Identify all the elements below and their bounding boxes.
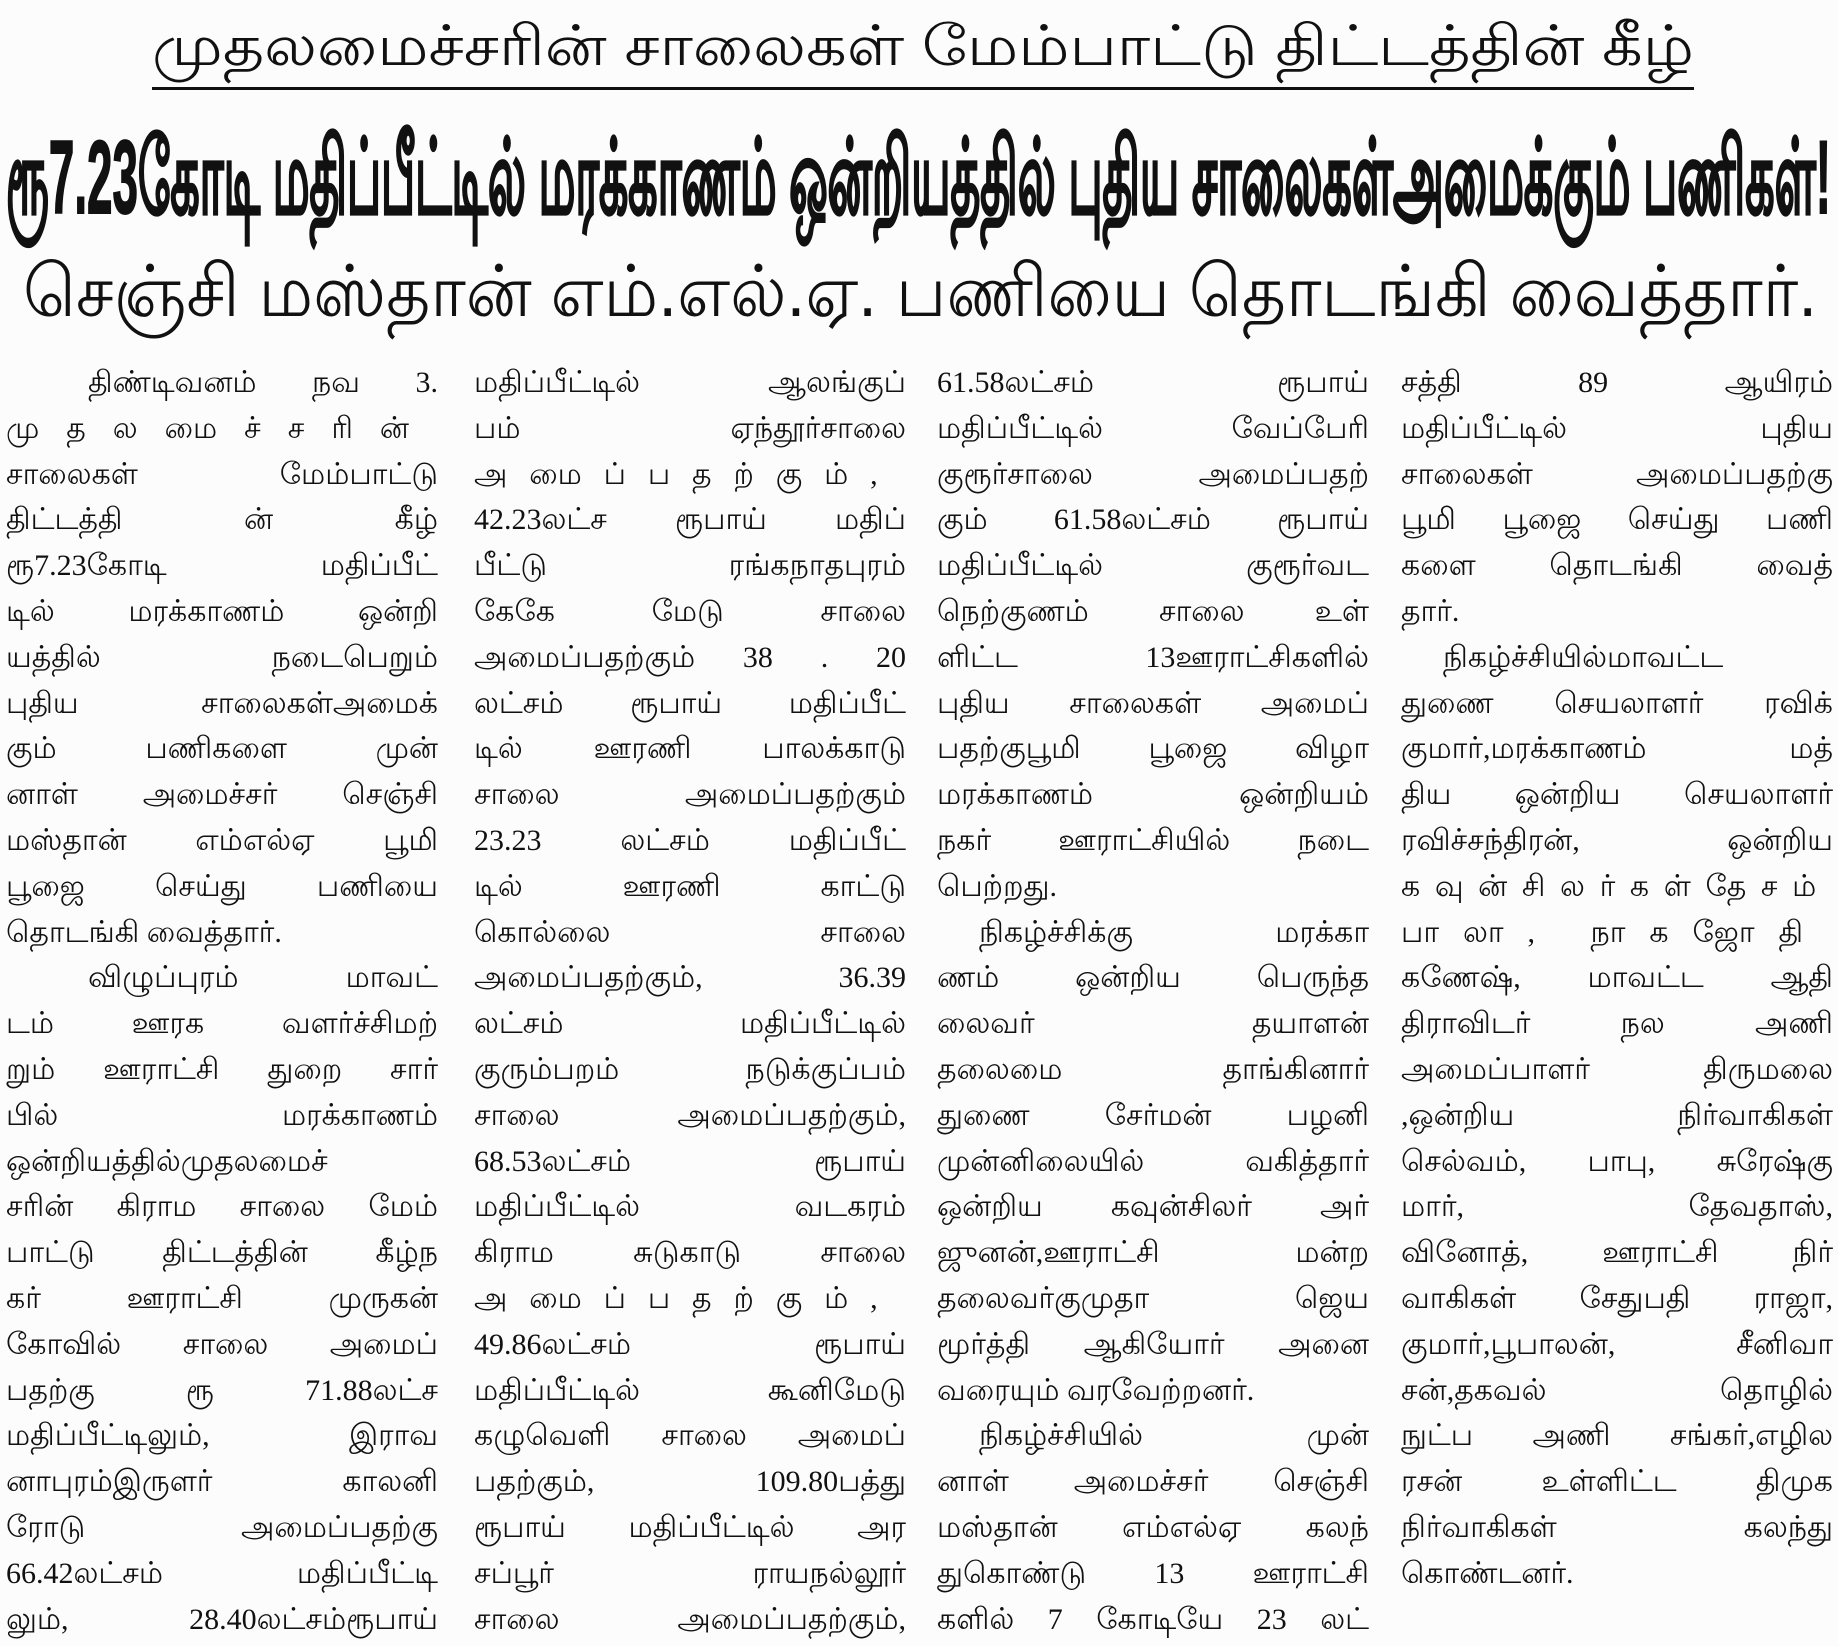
sub-headline: செஞ்சி மஸ்தான் எம்.எல்.ஏ. பணியை தொடங்கி வைத்தார். bbox=[23, 252, 1818, 332]
article-line: திய ஒன்றிய செயலாளர் bbox=[1401, 778, 1833, 812]
article-line: புதிய சாலைகள்அமைக் bbox=[6, 686, 438, 720]
article-line: துகொண்டு 13 ஊராட்சி bbox=[937, 1556, 1369, 1590]
article-line: அமைப்பதற்கும், 36.39 bbox=[474, 961, 906, 995]
article-line: பதற்கு ரூ 71.88லட்ச bbox=[6, 1373, 438, 1407]
article-line: கொல்லை சாலை bbox=[474, 915, 906, 949]
article-line: சாலை அமைப்பதற்கும் bbox=[474, 778, 906, 812]
article-line: மரக்காணம் ஒன்றியம் bbox=[937, 778, 1369, 812]
article-line: ஒன்றியத்தில்முதலமைச் bbox=[6, 1144, 328, 1178]
article-line: குமார்,பூபாலன், சீனிவா bbox=[1401, 1327, 1833, 1361]
article-line: னாள் அமைச்சர் செஞ்சி bbox=[6, 778, 438, 812]
article-line: சாலை அமைப்பதற்கும், bbox=[474, 1602, 906, 1636]
article-line: திராவிடர் நல அணி bbox=[1401, 1007, 1833, 1041]
article-line: வரையும் வரவேற்றனர். bbox=[937, 1373, 1255, 1407]
article-line: கழுவெளி சாலை அமைப் bbox=[474, 1419, 906, 1453]
article-line: பூஜை செய்து பணியை bbox=[6, 869, 438, 903]
article-line: சத்தி 89 ஆயிரம் bbox=[1401, 366, 1833, 399]
article-line: நெற்குணம் சாலை உள் bbox=[937, 594, 1369, 628]
article-line: 68.53லட்சம் ரூபாய் bbox=[474, 1144, 906, 1178]
article-line: னாபுரம்இருளர் காலனி bbox=[6, 1465, 438, 1499]
article-line: சாலை அமைப்பதற்கும், bbox=[474, 1098, 906, 1132]
article-line: ரூ7.23கோடி மதிப்பீட் bbox=[6, 549, 438, 583]
article-line: குரும்பறம் நடுக்குப்பம் bbox=[474, 1052, 906, 1086]
article-line: திட்டத்தி ன் கீழ் bbox=[6, 503, 438, 537]
article-line: ரசன் உள்ளிட்ட திமுக bbox=[1401, 1465, 1833, 1499]
article-line: வாகிகள் சேதுபதி ராஜா, bbox=[1401, 1281, 1833, 1315]
article-line: தொடங்கி வைத்தார். bbox=[6, 915, 282, 949]
article-line: 42.23லட்ச ரூபாய் மதிப் bbox=[474, 503, 906, 537]
article-line: மதிப்பீட்டில் வேப்பேரி bbox=[937, 411, 1369, 445]
article-line: மூர்த்தி ஆகியோர் அனை bbox=[937, 1327, 1369, 1361]
article-line: விழுப்புரம் மாவட் bbox=[88, 961, 438, 995]
article-line: மஸ்தான் எம்எல்ஏ பூமி bbox=[6, 823, 438, 857]
article-line: மார், தேவதாஸ், bbox=[1401, 1190, 1833, 1224]
article-line: கணேஷ், மாவட்ட ஆதி bbox=[1401, 961, 1833, 995]
article-line: கொண்டனர். bbox=[1401, 1556, 1574, 1590]
article-line: அமைப்பாளர் திருமலை bbox=[1401, 1052, 1833, 1086]
article-column-2 bbox=[474, 360, 906, 1642]
article-line: கோவில் சாலை அமைப் bbox=[6, 1327, 438, 1361]
article-line: திண்டிவனம் நவ 3. bbox=[88, 366, 438, 399]
kicker-headline: முதலமைச்சரின் சாலைகள் மேம்பாட்டு திட்டத்தின் கீழ் bbox=[152, 14, 1695, 77]
article-line: பதற்கும், 109.80பத்து bbox=[474, 1465, 906, 1499]
article-line: மதிப்பீட்டில் ஆலங்குப் bbox=[474, 366, 906, 399]
article-line: அமைப்பதற்கும் 38 . 20 bbox=[474, 640, 906, 674]
article-line: சாலைகள் அமைப்பதற்கு bbox=[1401, 457, 1833, 491]
article-line: புதிய சாலைகள் அமைப் bbox=[937, 686, 1369, 720]
article-line: துணை சேர்மன் பழனி bbox=[937, 1098, 1369, 1132]
article-line: சரின் கிராம சாலை மேம் bbox=[6, 1190, 438, 1224]
article-line: களில் 7 கோடியே 23 லட் bbox=[937, 1602, 1369, 1636]
article-line: பீட்டு ரங்கநாதபுரம் bbox=[474, 549, 906, 583]
article-line: மதிப்பீட்டில் புதிய bbox=[1401, 411, 1833, 445]
article-line: சாலைகள் மேம்பாட்டு bbox=[6, 457, 438, 491]
article-line: பில் மரக்காணம் bbox=[6, 1098, 438, 1132]
article-line: தலைவர்குமுதா ஜெய bbox=[937, 1281, 1369, 1315]
article-line: டம் ஊரக வளர்ச்சிமற் bbox=[6, 1007, 438, 1041]
article-line: செல்வம், பாபு, சுரேஷ்கு bbox=[1401, 1144, 1833, 1178]
article-line: டில் ஊரணி பாலக்காடு bbox=[474, 732, 906, 766]
article-column-3 bbox=[937, 360, 1369, 1642]
article-line: முன்னிலையில் வகித்தார் bbox=[937, 1144, 1369, 1178]
article-line: ணம் ஒன்றிய பெருந்த bbox=[937, 961, 1369, 995]
article-line: குமார்,மரக்காணம் மத் bbox=[1401, 732, 1833, 766]
article-line: டில் ஊரணி காட்டு bbox=[474, 869, 906, 903]
article-line: நிர்வாகிகள் கலந்து bbox=[1401, 1510, 1833, 1544]
article-line: மதிப்பீட்டில் கூனிமேடு bbox=[474, 1373, 906, 1407]
article-line: மதிப்பீட்டில் குரூர்வட bbox=[937, 549, 1369, 583]
article-line: மதிப்பீட்டில் வடகரம் bbox=[474, 1190, 906, 1224]
article-line: 49.86லட்சம் ரூபாய் bbox=[474, 1327, 906, 1361]
article-line: கவுன்சிலர்கள்தேசம் bbox=[1401, 869, 1831, 903]
article-line: தலைமை தாங்கினார் bbox=[937, 1052, 1369, 1086]
article-line: களை தொடங்கி வைத் bbox=[1401, 549, 1833, 583]
article-line: பம் ஏந்தூர்சாலை bbox=[474, 411, 906, 445]
article-line: 61.58லட்சம் ரூபாய் bbox=[937, 366, 1369, 399]
article-line: லும், 28.40லட்சம்ரூபாய் bbox=[6, 1602, 438, 1636]
article-line: தார். bbox=[1401, 594, 1460, 628]
article-line: சன்,தகவல் தொழில் bbox=[1401, 1373, 1833, 1407]
article-line: கிராம சுடுகாடு சாலை bbox=[474, 1236, 906, 1270]
article-column-1 bbox=[6, 360, 438, 1642]
article-line: கேகே மேடு சாலை bbox=[474, 594, 906, 628]
article-line: டில் மரக்காணம் ஒன்றி bbox=[6, 594, 438, 628]
kicker-underline bbox=[152, 87, 1694, 90]
article-line: பாலா, நாகஜோதி bbox=[1401, 915, 1828, 949]
article-line: முதலமைச்சரின் bbox=[6, 411, 436, 445]
article-line: கர் ஊராட்சி முருகன் bbox=[6, 1281, 438, 1315]
article-line: நிகழ்ச்சிக்கு மரக்கா bbox=[979, 915, 1369, 949]
article-line: ரவிச்சந்திரன், ஒன்றிய bbox=[1401, 823, 1833, 857]
article-line: நுட்ப அணி சங்கர்,எழில bbox=[1401, 1419, 1833, 1453]
article-line: ரோடு அமைப்பதற்கு bbox=[6, 1510, 438, 1544]
article-line: 23.23 லட்சம் மதிப்பீட் bbox=[474, 823, 906, 857]
article-line: அமைப்பதற்கும், bbox=[474, 1281, 900, 1315]
article-line: மதிப்பீட்டிலும், இராவ bbox=[6, 1419, 438, 1453]
article-line: குரூர்சாலை அமைப்பதற் bbox=[937, 457, 1369, 491]
article-line: ரூபாய் மதிப்பீட்டில் அர bbox=[474, 1510, 906, 1544]
article-line: பாட்டு திட்டத்தின் கீழ்ந bbox=[6, 1236, 438, 1270]
article-line: ஜுனன்,ஊராட்சி மன்ற bbox=[937, 1236, 1369, 1270]
main-headline: ரூ7.23கோடி மதிப்பீட்டில் மரக்காணம் ஒன்றியத்தில் புதிய சாலைகள்அமைக்கும் பணிகள்! bbox=[6, 120, 1831, 236]
article-line: கும் பணிகளை முன் bbox=[6, 732, 438, 766]
article-line: அமைப்பதற்கும், bbox=[474, 457, 900, 491]
article-line: ளிட்ட 13ஊராட்சிகளில் bbox=[937, 640, 1369, 674]
article-line: லைவர் தயாளன் bbox=[937, 1007, 1369, 1041]
article-line: ,ஒன்றிய நிர்வாகிகள் bbox=[1401, 1098, 1833, 1132]
article-line: பெற்றது. bbox=[937, 869, 1058, 903]
article-line: றும் ஊராட்சி துறை சார் bbox=[6, 1052, 438, 1086]
article-line: சப்பூர் ராயநல்லூர் bbox=[474, 1556, 906, 1590]
article-line: மஸ்தான் எம்எல்ஏ கலந் bbox=[937, 1510, 1369, 1544]
article-line: 66.42லட்சம் மதிப்பீட்டி bbox=[6, 1556, 438, 1590]
article-line: யத்தில் நடைபெறும் bbox=[6, 640, 438, 674]
article-line: னாள் அமைச்சர் செஞ்சி bbox=[937, 1465, 1369, 1499]
article-line: நகர் ஊராட்சியில் நடை bbox=[937, 823, 1369, 857]
article-line: லட்சம் மதிப்பீட்டில் bbox=[474, 1007, 906, 1041]
article-line: துணை செயலாளர் ரவிக் bbox=[1401, 686, 1833, 720]
article-line: லட்சம் ரூபாய் மதிப்பீட் bbox=[474, 686, 906, 720]
article-line: நிகழ்ச்சியில்மாவட்ட bbox=[1443, 640, 1724, 674]
article-line: வினோத், ஊராட்சி நிர் bbox=[1401, 1236, 1833, 1270]
article-line: கும் 61.58லட்சம் ரூபாய் bbox=[937, 503, 1369, 537]
article-line: பூமி பூஜை செய்து பணி bbox=[1401, 503, 1833, 537]
article-line: நிகழ்ச்சியில் முன் bbox=[979, 1419, 1369, 1453]
article-line: பதற்குபூமி பூஜை விழா bbox=[937, 732, 1369, 766]
article-column-4 bbox=[1401, 360, 1833, 1597]
article-line: ஒன்றிய கவுன்சிலர் அர் bbox=[937, 1190, 1369, 1224]
